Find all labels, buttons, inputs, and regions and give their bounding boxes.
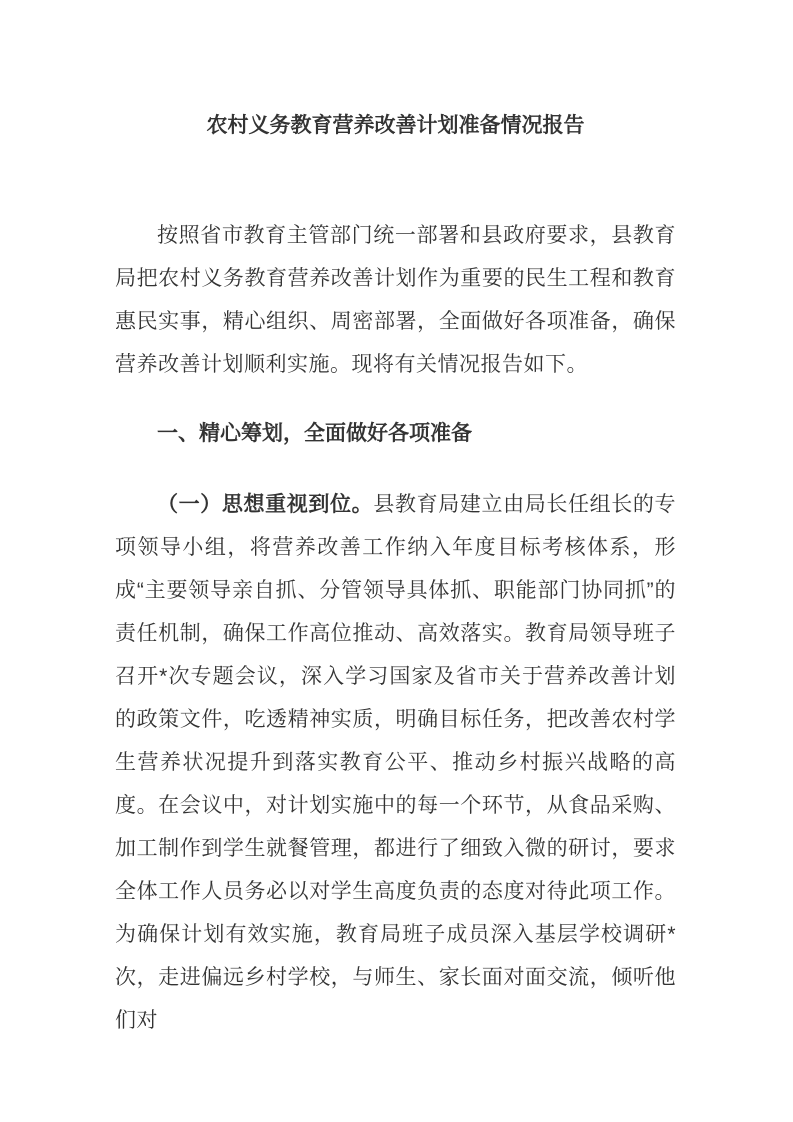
paragraph-intro: 按照省市教育主管部门统一部署和县政府要求，县教育局把农村义务教育营养改善计划作为重要的民生工程和教育惠民实事，精心组织、周密部署，全面做好各项准备，确保营养改善计划顺利实施。现将有关情况报告如下。 <box>115 224 676 376</box>
section-heading-1: 一、精心筹划，全面做好各项准备 <box>157 422 472 445</box>
paragraph-section-1-lead: （一）思想重视到位。 <box>157 493 374 516</box>
paragraph-section-1-text: 县教育局建立由局长任组长的专项领导小组，将营养改善工作纳入年度目标考核体系，形成“主要领导亲自抓、分管领导具体抓、职能部门协同抓”的责任机制，确保工作高位推动、高效落实。教育局领导班子召开*次专题会议，深入学习国家及省市关于营养改善计划的政策文件，吃透精神实质，明确目标任务，把改善农村学生营养状况提升到落实教育公平、推动乡村振兴战略的高度。在会议中，对计划实施中的每一个环节，从食品采购、加工制作到学生就餐管理，都进行了细致入微的研讨，要求全体工作人员务必以对学生高度负责的态度对待此项工作。为确保计划有效实施，教育局班子成员深入基层学校调研*次，走进偏远乡村学校，与师生、家长面对面交流，倾听他们对 <box>115 493 677 1032</box>
document-title: 农村义务教育营养改善计划准备情况报告 <box>206 114 585 137</box>
paragraph-section-1 <box>115 483 676 1042</box>
